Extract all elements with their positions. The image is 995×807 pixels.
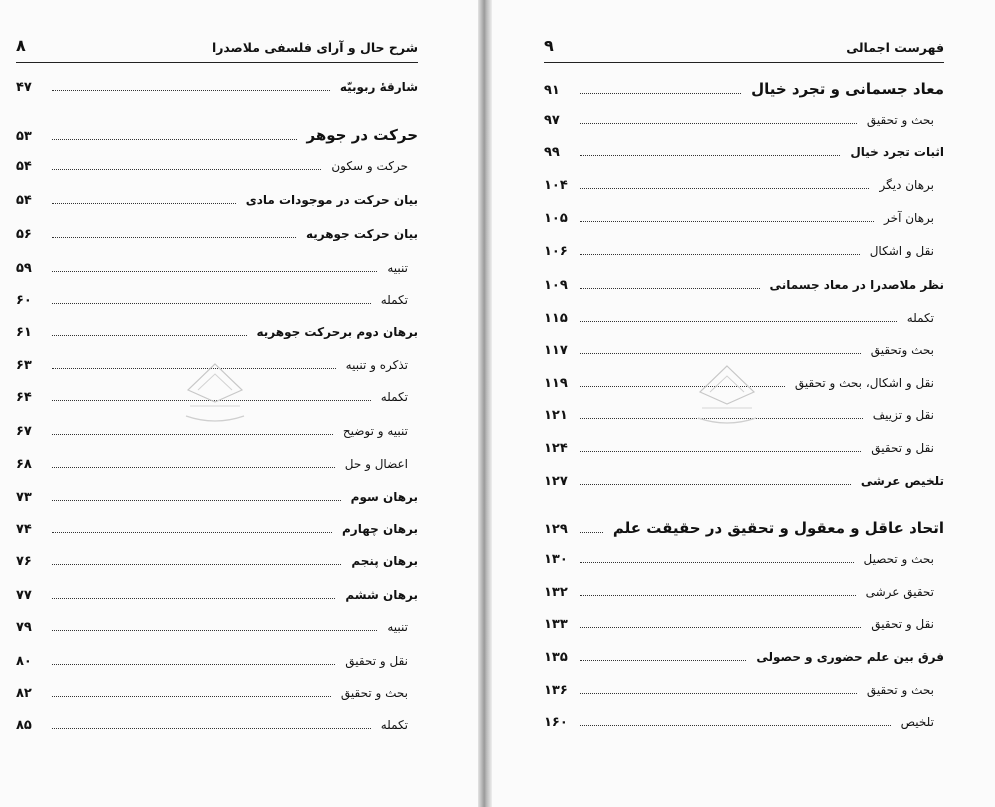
toc-entry-title: برهان دوم برحرکت جوهریه [256, 325, 418, 339]
toc-entry [544, 178, 944, 200]
dotted-leader [52, 727, 371, 729]
toc-entry-page-number: ۱۳۳ [544, 617, 568, 632]
toc-entry [16, 588, 418, 610]
toc-entry [544, 145, 944, 167]
toc-entry [544, 650, 944, 672]
toc-entry-title: نقل و تزییف [872, 408, 934, 422]
toc-entry-title: نقل و اشکال [869, 244, 934, 258]
toc-entry [544, 683, 944, 705]
toc-entry-title: بحث و تحقیق [340, 686, 408, 700]
toc-entry-page-number: ۱۳۶ [544, 683, 568, 698]
dotted-leader [580, 450, 861, 452]
toc-entry-page-number: ۵۳ [16, 129, 32, 144]
toc-entry [16, 80, 418, 102]
toc-entry [544, 244, 944, 266]
toc-entry-page-number: ۵۶ [16, 227, 32, 242]
toc-entry-title: نقل و اشکال، بحث و تحقیق [794, 376, 934, 390]
toc-entry-page-number: ۷۶ [16, 554, 32, 569]
dotted-leader [52, 168, 321, 170]
toc-entry [544, 113, 944, 135]
toc-entry-title: اعضال و حل [344, 457, 408, 471]
dotted-leader [580, 594, 856, 596]
dotted-leader [52, 138, 297, 140]
toc-entry-page-number: ۸۰ [16, 654, 32, 669]
toc-entry-title: اتحاد عاقل و معقول و تحقیق در حقیقت علم [612, 519, 944, 537]
toc-entry-title: تلخیص [900, 715, 934, 729]
toc-entry-page-number: ۱۳۵ [544, 650, 568, 665]
dotted-leader [580, 561, 854, 563]
toc-entry-title: برهان آخر [884, 211, 934, 225]
toc-entry [16, 522, 418, 544]
dotted-leader [52, 334, 247, 336]
toc-entry [16, 126, 418, 148]
library-stamp-icon [690, 362, 764, 432]
toc-entry-page-number: ۱۱۷ [544, 343, 568, 358]
toc-entry [16, 654, 418, 676]
toc-entry-page-number: ۷۷ [16, 588, 32, 603]
dotted-leader [580, 320, 897, 322]
running-title: فهرست اجمالی [846, 40, 944, 55]
page-number: ۸ [16, 36, 26, 55]
dotted-leader [580, 692, 857, 694]
toc-entry-title: برهان چهارم [342, 522, 418, 536]
toc-entry-page-number: ۱۰۵ [544, 211, 568, 226]
toc-entry [16, 620, 418, 642]
toc-entry-page-number: ۷۳ [16, 490, 32, 505]
toc-entry-title: نظر ملاصدرا در معاد جسمانی [769, 278, 944, 292]
toc-entry [16, 490, 418, 512]
toc-entry-title: بحث و تحقیق [866, 113, 934, 127]
toc-entry-page-number: ۸۵ [16, 718, 32, 733]
right-page-header [544, 32, 944, 63]
toc-entry-title: تکمله [380, 718, 408, 732]
toc-entry-page-number: ۵۹ [16, 261, 32, 276]
toc-entry-title: برهان ششم [345, 588, 418, 602]
toc-entry [16, 293, 418, 315]
toc-entry-page-number: ۶۰ [16, 293, 32, 308]
toc-entry-title: تنبیه و توضیح [342, 424, 408, 438]
toc-entry-page-number: ۶۷ [16, 424, 32, 439]
toc-entry [16, 325, 418, 347]
dotted-leader [580, 220, 874, 222]
toc-entry-title: فرق بین علم حضوری و حصولی [756, 650, 944, 664]
toc-entry-page-number: ۱۶۰ [544, 715, 568, 730]
toc-entry-title: تکمله [380, 293, 408, 307]
toc-entry-page-number: ۱۱۹ [544, 376, 568, 391]
toc-entry-title: تکمله [380, 390, 408, 404]
toc-entry [544, 474, 944, 496]
dotted-leader [52, 563, 341, 565]
toc-entry [16, 457, 418, 479]
toc-entry-page-number: ۶۱ [16, 325, 32, 340]
toc-entry-title: بیان حرکت جوهریه [305, 227, 418, 241]
toc-entry-page-number: ۶۸ [16, 457, 32, 472]
toc-entry-page-number: ۱۲۴ [544, 441, 568, 456]
toc-entry [544, 552, 944, 574]
dotted-leader [52, 597, 335, 599]
toc-entry-page-number: ۱۰۶ [544, 244, 568, 259]
toc-entry-title: برهان پنجم [351, 554, 418, 568]
toc-entry [16, 193, 418, 215]
toc-entry [16, 554, 418, 576]
toc-entry-page-number: ۷۴ [16, 522, 32, 537]
toc-entry [544, 441, 944, 463]
dotted-leader [580, 659, 746, 661]
toc-entry-title: بیان حرکت در موجودات مادی [245, 193, 418, 207]
dotted-leader [52, 663, 335, 665]
toc-entry-title: تذکره و تنبیه [345, 358, 408, 372]
toc-entry-page-number: ۱۳۰ [544, 552, 568, 567]
toc-entry [544, 585, 944, 607]
toc-entry-page-number: ۶۳ [16, 358, 32, 373]
toc-entry-title: بحث وتحقیق [870, 343, 934, 357]
book-spine-gutter [478, 0, 492, 807]
toc-entry-page-number: ۱۳۲ [544, 585, 568, 600]
dotted-leader [52, 466, 335, 468]
dotted-leader [52, 202, 236, 204]
toc-entry-page-number: ۷۹ [16, 620, 32, 635]
toc-entry [544, 278, 944, 300]
toc-entry-page-number: ۵۴ [16, 159, 32, 174]
toc-entry-page-number: ۱۲۱ [544, 408, 568, 423]
dotted-leader [580, 626, 861, 628]
dotted-leader [580, 352, 861, 354]
dotted-leader [580, 122, 857, 124]
toc-entry [544, 715, 944, 737]
dotted-leader [52, 270, 377, 272]
dotted-leader [52, 695, 331, 697]
dotted-leader [580, 483, 851, 485]
toc-entry-title: برهان سوم [350, 490, 418, 504]
toc-entry-title: بحث و تحقیق [866, 683, 934, 697]
toc-entry-title: شارقهٔ ربوبیّه [339, 80, 418, 94]
dotted-leader [580, 253, 860, 255]
toc-entry-title: برهان دیگر [879, 178, 934, 192]
toc-entry-page-number: ۹۱ [544, 83, 560, 98]
toc-entry-page-number: ۱۰۴ [544, 178, 568, 193]
dotted-leader [52, 302, 371, 304]
dotted-leader [52, 433, 333, 435]
toc-entry-title: تنبیه [387, 261, 408, 275]
dotted-leader [580, 154, 840, 156]
library-stamp-icon [178, 360, 252, 430]
left-page [0, 0, 478, 807]
dotted-leader [580, 724, 891, 726]
dotted-leader [580, 287, 760, 289]
toc-entry [544, 211, 944, 233]
toc-entry-title: نقل و تحقیق [345, 654, 408, 668]
toc-entry [16, 227, 418, 249]
toc-entry-page-number: ۹۹ [544, 145, 560, 160]
left-page-header [16, 32, 418, 63]
dotted-leader [52, 89, 330, 91]
running-title: شرح حال و آرای فلسفی ملاصدرا [211, 40, 418, 55]
toc-entry [16, 159, 418, 181]
toc-entry-title: حرکت و سکون [331, 159, 408, 173]
toc-entry-page-number: ۹۷ [544, 113, 560, 128]
dotted-leader [52, 629, 377, 631]
toc-entry-page-number: ۱۲۷ [544, 474, 568, 489]
toc-entry [544, 311, 944, 333]
toc-entry-title: تلخیص عرشی [860, 474, 944, 488]
dotted-leader [580, 187, 869, 189]
toc-entry [16, 261, 418, 283]
toc-entry [16, 686, 418, 708]
toc-entry-title: تنبیه [387, 620, 408, 634]
page-number: ۹ [544, 36, 554, 55]
toc-entry-page-number: ۱۰۹ [544, 278, 568, 293]
toc-entry [544, 519, 944, 541]
dotted-leader [580, 92, 741, 94]
dotted-leader [580, 531, 603, 533]
dotted-leader [52, 236, 296, 238]
dotted-leader [52, 531, 332, 533]
toc-entry-page-number: ۶۴ [16, 390, 32, 405]
toc-entry-title: تحقیق عرشی [865, 585, 934, 599]
toc-entry-title: بحث و تحصیل [863, 552, 934, 566]
toc-entry-title: اثبات تجرد خیال [850, 145, 944, 159]
toc-entry-page-number: ۸۲ [16, 686, 32, 701]
toc-entry-title: حرکت در جوهر [306, 126, 418, 144]
toc-entry-title: تکمله [906, 311, 934, 325]
toc-entry [544, 80, 944, 102]
toc-entry-page-number: ۵۴ [16, 193, 32, 208]
toc-entry-title: نقل و تحقیق [871, 441, 934, 455]
toc-entry-page-number: ۱۱۵ [544, 311, 568, 326]
toc-entry-page-number: ۴۷ [16, 80, 32, 95]
toc-entry [16, 718, 418, 740]
toc-entry-title: معاد جسمانی و تجرد خیال [751, 80, 944, 98]
dotted-leader [52, 499, 341, 501]
toc-entry-title: نقل و تحقیق [871, 617, 934, 631]
toc-entry-page-number: ۱۲۹ [544, 522, 568, 537]
toc-entry [544, 617, 944, 639]
